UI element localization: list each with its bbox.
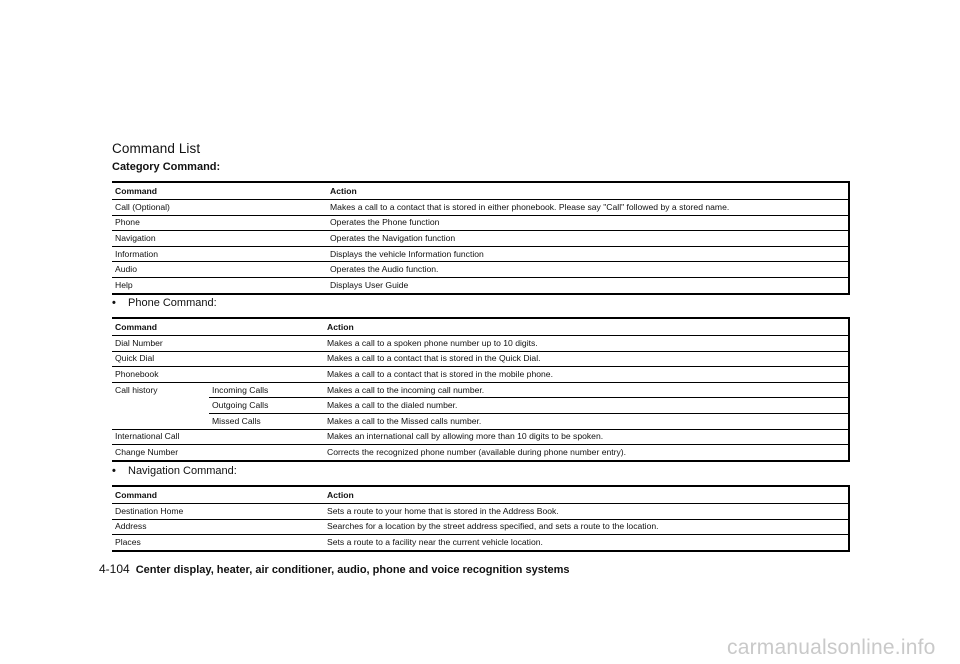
column-header-action: Action (327, 489, 354, 500)
table-row (112, 351, 849, 367)
table-row (112, 445, 849, 461)
navigation-command-heading (112, 465, 237, 477)
table-row (112, 246, 849, 262)
table-row (112, 535, 849, 551)
action-cell: Makes an international call by allowing more than 10 digits to be spoken. (324, 429, 849, 445)
action-cell: Makes a call to a contact that is stored in the mobile phone. (324, 367, 849, 383)
table-row (112, 519, 849, 535)
action-cell: Displays User Guide (327, 277, 849, 293)
subcommand-cell: Incoming Calls (209, 382, 324, 398)
table-row (112, 367, 849, 383)
command-cell: Call history (112, 382, 209, 429)
bullet-icon: • (112, 465, 116, 477)
command-cell: Address (112, 519, 324, 535)
action-cell: Makes a call to the Missed calls number. (324, 413, 849, 429)
action-cell: Corrects the recognized phone number (available during phone number entry). (324, 445, 849, 461)
command-cell: Change Number (112, 445, 324, 461)
table-row (112, 382, 849, 398)
category-command-heading: Category Command: (112, 161, 221, 173)
command-cell: Call (Optional) (112, 200, 327, 216)
table-row (112, 504, 849, 520)
action-cell: Makes a call to a contact that is stored in the Quick Dial. (324, 351, 849, 367)
table-row (112, 398, 849, 414)
bullet-icon: • (112, 297, 116, 309)
phone-command-heading (112, 297, 217, 309)
command-cell: Help (112, 277, 327, 293)
table-row (112, 231, 849, 247)
command-cell: Destination Home (112, 504, 324, 520)
table-header-row (112, 182, 849, 200)
column-header-action: Action (330, 185, 357, 196)
section-title: Center display, heater, air conditioner, audio, phone and voice recognition systems (135, 564, 570, 576)
command-cell: Dial Number (112, 336, 324, 352)
watermark: carmanualsonline.info (727, 636, 936, 659)
action-cell: Makes a call to a contact that is stored in either phonebook. Please say "Call" followed by a stored name. (327, 200, 849, 216)
action-cell: Operates the Audio function. (327, 262, 849, 278)
subcommand-cell: Outgoing Calls (209, 398, 324, 414)
command-cell: Navigation (112, 231, 327, 247)
action-cell: Makes a call to the dialed number. (324, 398, 849, 414)
navigation-command-table (112, 485, 850, 552)
table-row (112, 429, 849, 445)
column-header-command: Command (115, 185, 158, 196)
action-cell: Operates the Navigation function (327, 231, 849, 247)
table-row (112, 277, 849, 293)
subcommand-cell: Missed Calls (209, 413, 324, 429)
page-footer (99, 562, 570, 576)
page-title: Command List (112, 141, 201, 156)
command-cell: Information (112, 246, 327, 262)
table-row (112, 262, 849, 278)
action-cell: Displays the vehicle Information function (327, 246, 849, 262)
action-cell: Sets a route to a facility near the current vehicle location. (324, 535, 849, 551)
command-cell: Audio (112, 262, 327, 278)
category-command-table (112, 181, 850, 295)
phone-command-heading-text: Phone Command: (128, 297, 217, 309)
action-cell: Makes a call to the incoming call number. (324, 382, 849, 398)
table-header-row (112, 318, 849, 336)
command-cell: Quick Dial (112, 351, 324, 367)
command-cell: Places (112, 535, 324, 551)
column-header-command: Command (115, 489, 158, 500)
action-cell: Makes a call to a spoken phone number up to 10 digits. (324, 336, 849, 352)
action-cell: Sets a route to your home that is stored in the Address Book. (324, 504, 849, 520)
command-cell: Phonebook (112, 367, 324, 383)
phone-command-table (112, 317, 850, 462)
table-row (112, 200, 849, 216)
table-header-row (112, 486, 849, 504)
column-header-command: Command (115, 321, 158, 332)
table-row (112, 413, 849, 429)
action-cell: Operates the Phone function (327, 215, 849, 231)
page-number: 4-104 (99, 562, 130, 576)
action-cell: Searches for a location by the street address specified, and sets a route to the location. (324, 519, 849, 535)
table-row (112, 215, 849, 231)
command-cell: International Call (112, 429, 324, 445)
table-row (112, 336, 849, 352)
navigation-command-heading-text: Navigation Command: (128, 465, 237, 477)
command-cell: Phone (112, 215, 327, 231)
column-header-action: Action (327, 321, 354, 332)
